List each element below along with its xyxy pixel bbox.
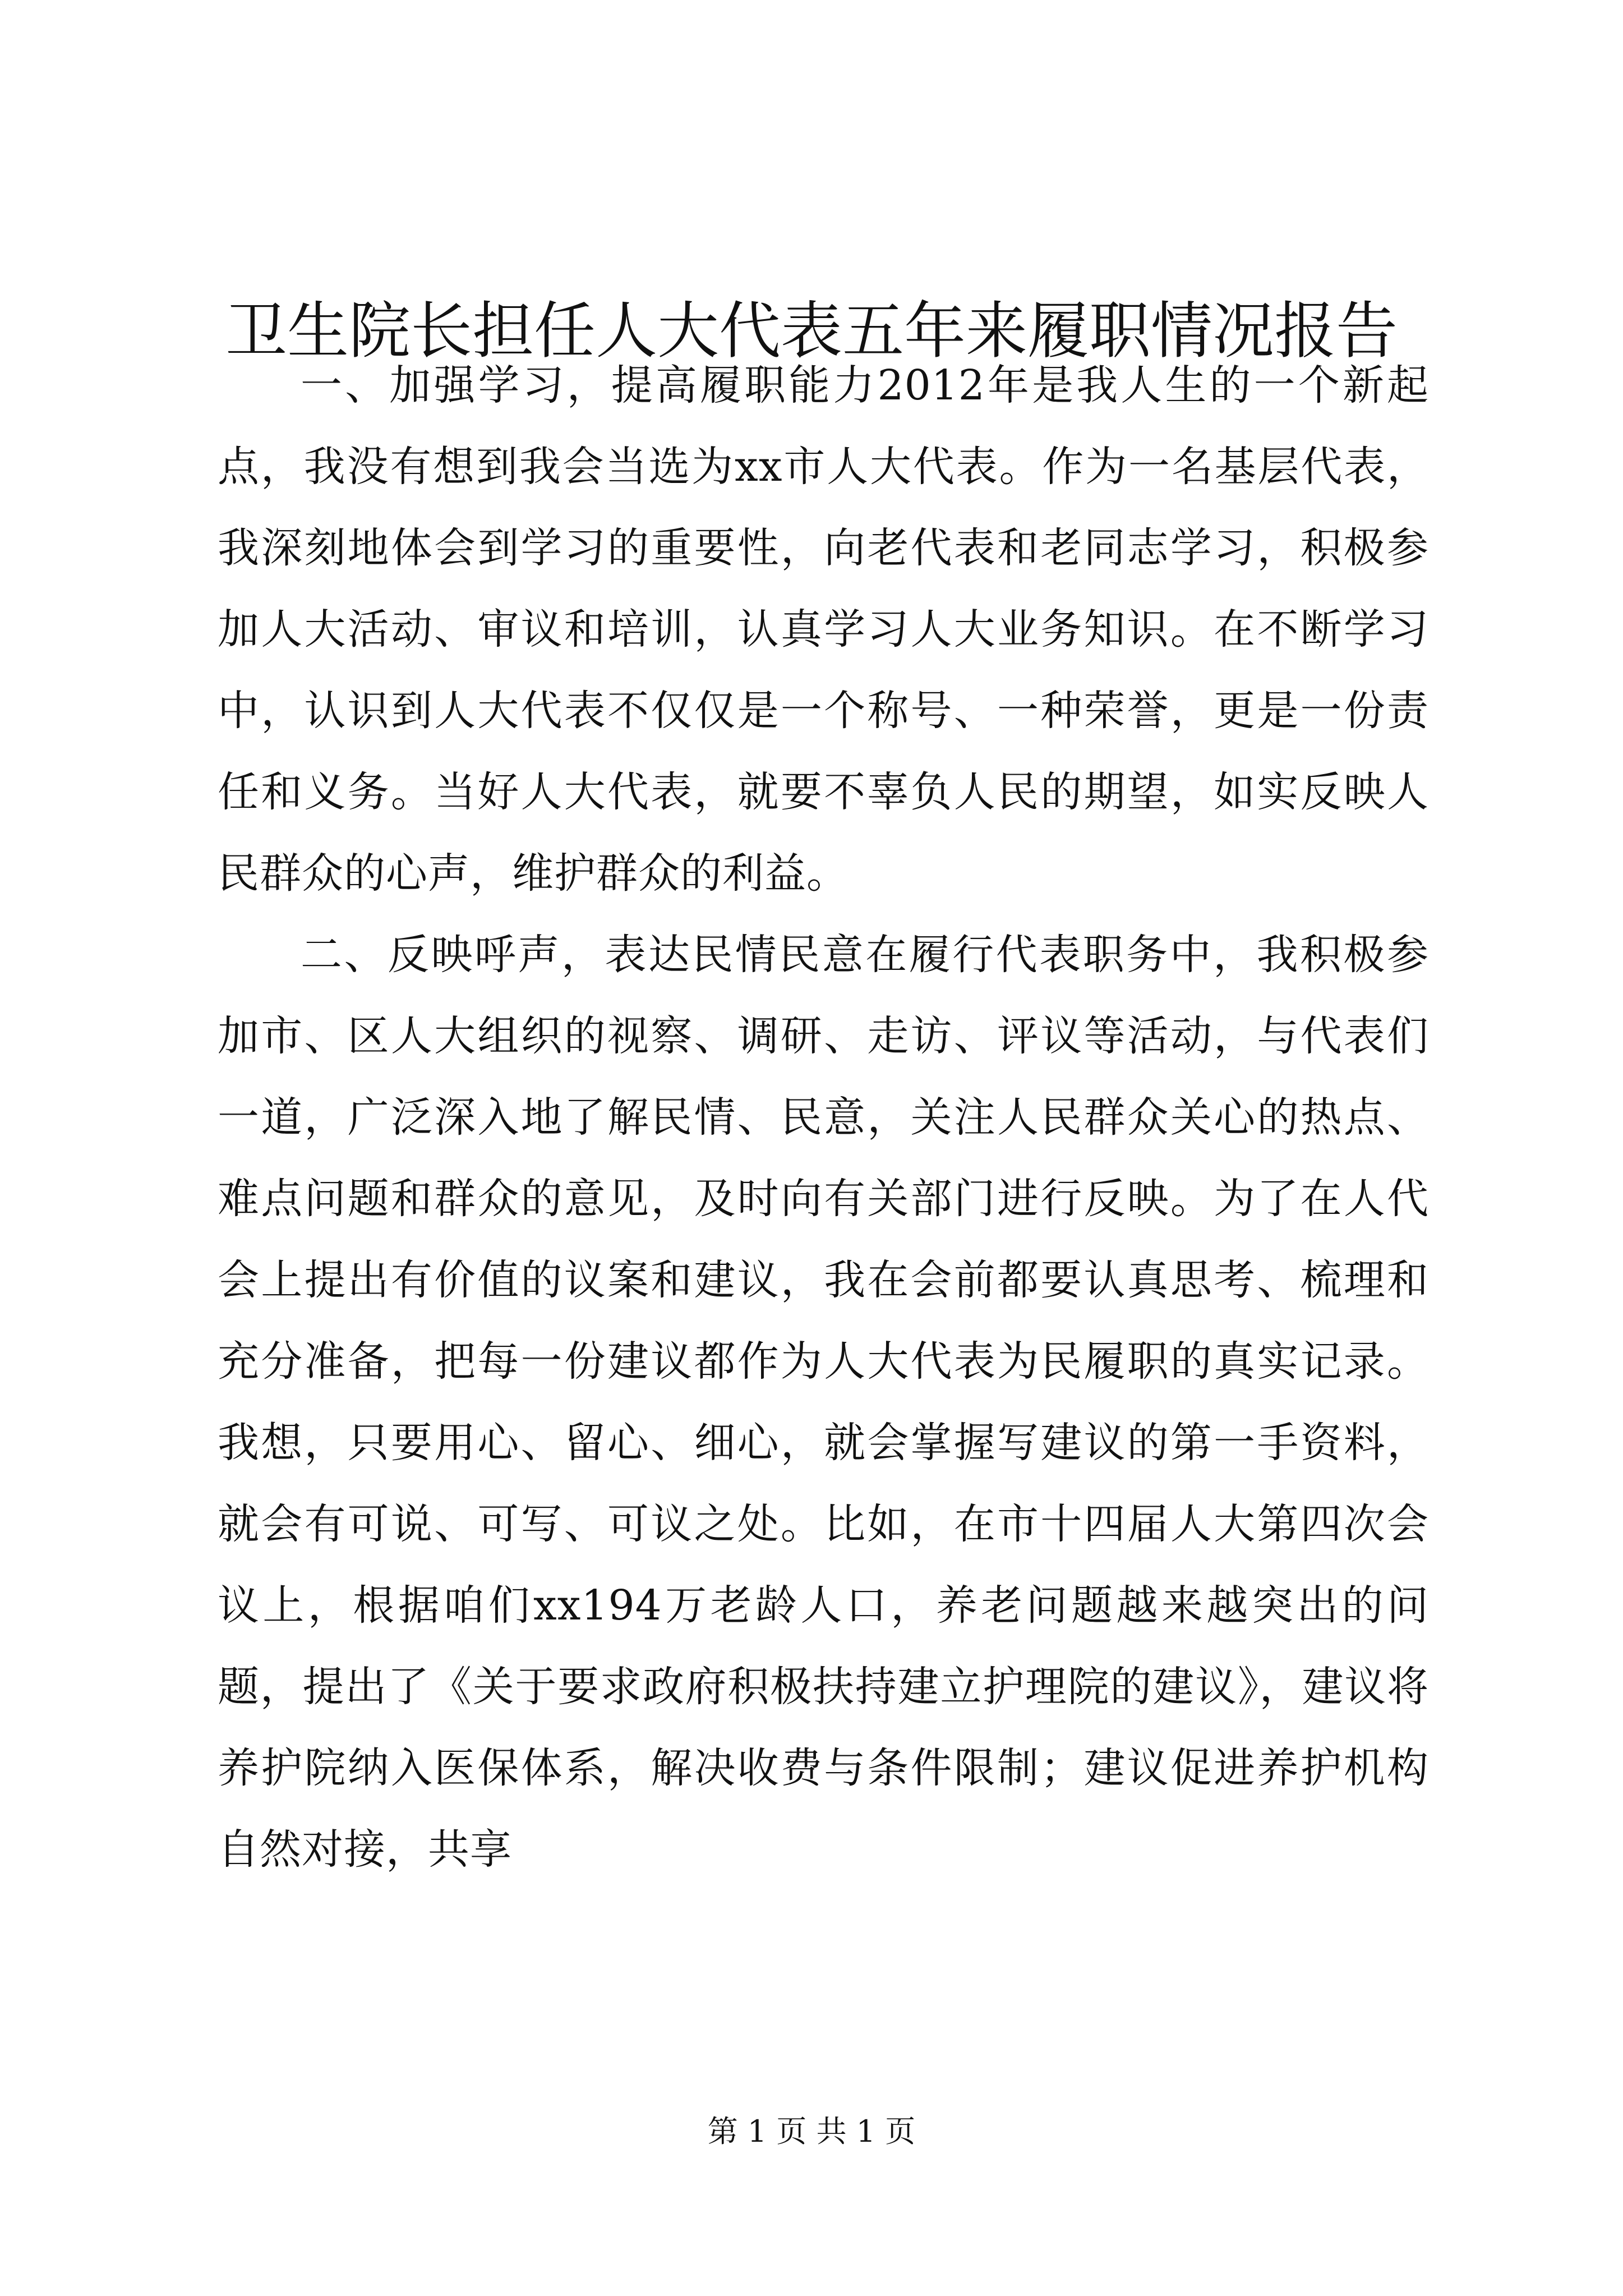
document-title: 卫生院长担任人大代表五年来履职情况报告 [225, 295, 1398, 367]
paragraph-2: 二、反映呼声，表达民情民意在履行代表职务中，我积极参加市、区人大组织的视察、调研、走访、评议等活动，与代表们一道，广泛深入地了解民情、民意，关注人民群众关心的热点、难点问题和群众的意见，及时向有关部门进行反映。为了在人代会上提出有价值的议案和建议，我在会前都要认真思考、梳理和充分准备，把每一份建议都作为人大代表为民履职的真实记录。我想，只要用心、留心、细心，就会掌握写建议的第一手资料，就会有可说、可写、可议之处。比如，在市十四届人大第四次会议上，根据咱们xx194万老龄人口，养老问题越来越突出的问题，提出了《关于要求政府积极扶持建立护理院的建议》，建议将养护院纳入医保体系，解决收费与条件限制；建议促进养护机构自然对接，共享 [218, 931, 1429, 1874]
document-body [218, 345, 1429, 1890]
paragraph-1: 一、加强学习，提高履职能力2012年是我人生的一个新起点，我没有想到我会当选为xx市人大代表。作为一名基层代表，我深刻地体会到学习的重要性，向老代表和老同志学习，积极参加人大活动、审议和培训，认真学习人大业务知识。在不断学习中，认识到人大代表不仅仅是一个称号、一种荣誉，更是一份责任和义务。当好人大代表，就要不辜负人民的期望，如实反映人民群众的心声，维护群众的利益。 [218, 361, 1429, 898]
page-number-footer: 第 1 页 共 1 页 [707, 2114, 916, 2149]
